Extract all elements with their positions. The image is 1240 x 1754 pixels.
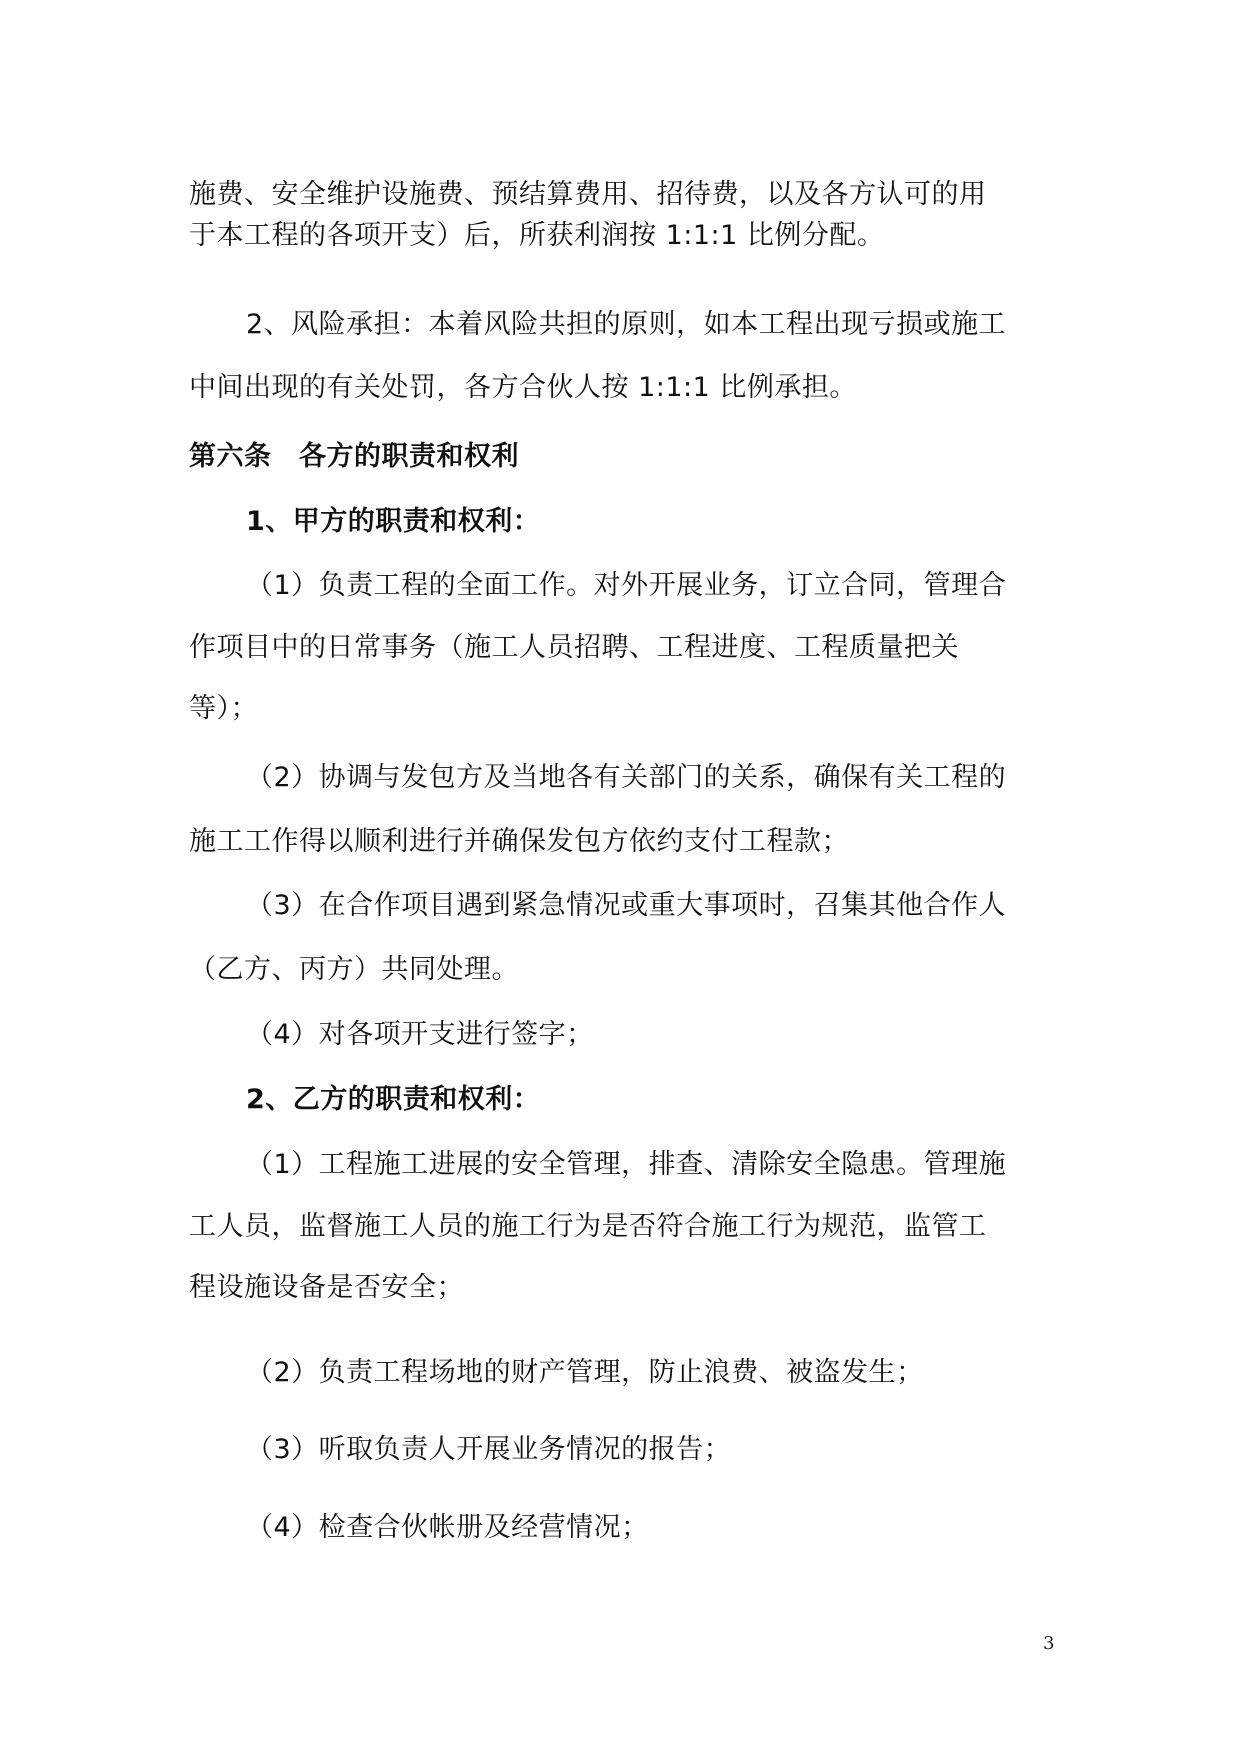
paragraph-line: 工人员，监督施工人员的施工行为是否符合施工行为规范，监管工 <box>189 1211 987 1242</box>
subsection-heading: 1、甲方的职责和权利： <box>246 506 541 537</box>
paragraph-line: （3）听取负责人开展业务情况的报告； <box>246 1434 732 1465</box>
paragraph-line: 作项目中的日常事务（施工人员招聘、工程进度、工程质量把关 <box>189 632 959 663</box>
paragraph-line: 程设施设备是否安全； <box>189 1272 464 1303</box>
paragraph-line: （3）在合作项目遇到紧急情况或重大事项时，召集其他合作人 <box>246 890 1007 921</box>
paragraph-line: 中间出现的有关处罚，各方合伙人按 1:1:1 比例承担。 <box>189 372 857 403</box>
paragraph-line: 施工工作得以顺利进行并确保发包方依约支付工程款； <box>189 826 849 857</box>
subsection-heading: 2、乙方的职责和权利： <box>246 1084 541 1115</box>
page-number: 3 <box>1043 1633 1055 1654</box>
paragraph-line: 2、风险承担：本着风险共担的原则，如本工程出现亏损或施工 <box>246 309 1007 340</box>
paragraph-line: （乙方、丙方）共同处理。 <box>189 954 519 985</box>
paragraph-line: （4）检查合伙帐册及经营情况； <box>246 1512 649 1543</box>
paragraph-line: （1）工程施工进展的安全管理，排查、清除安全隐患。管理施 <box>246 1149 1007 1180</box>
paragraph-line: （2）负责工程场地的财产管理，防止浪费、被盗发生； <box>246 1357 924 1388</box>
paragraph-line: 施费、安全维护设施费、预结算费用、招待费，以及各方认可的用 <box>189 179 987 210</box>
paragraph-line: （4）对各项开支进行签字； <box>246 1019 594 1050</box>
paragraph-line: 于本工程的各项开支）后，所获利润按 1:1:1 比例分配。 <box>189 220 885 251</box>
paragraph-line: 等）； <box>189 693 258 724</box>
section-heading: 第六条 各方的职责和权利 <box>189 441 519 472</box>
paragraph-line: （1）负责工程的全面工作。对外开展业务，订立合同，管理合 <box>246 570 1007 601</box>
paragraph-line: （2）协调与发包方及当地各有关部门的关系，确保有关工程的 <box>246 762 1007 793</box>
